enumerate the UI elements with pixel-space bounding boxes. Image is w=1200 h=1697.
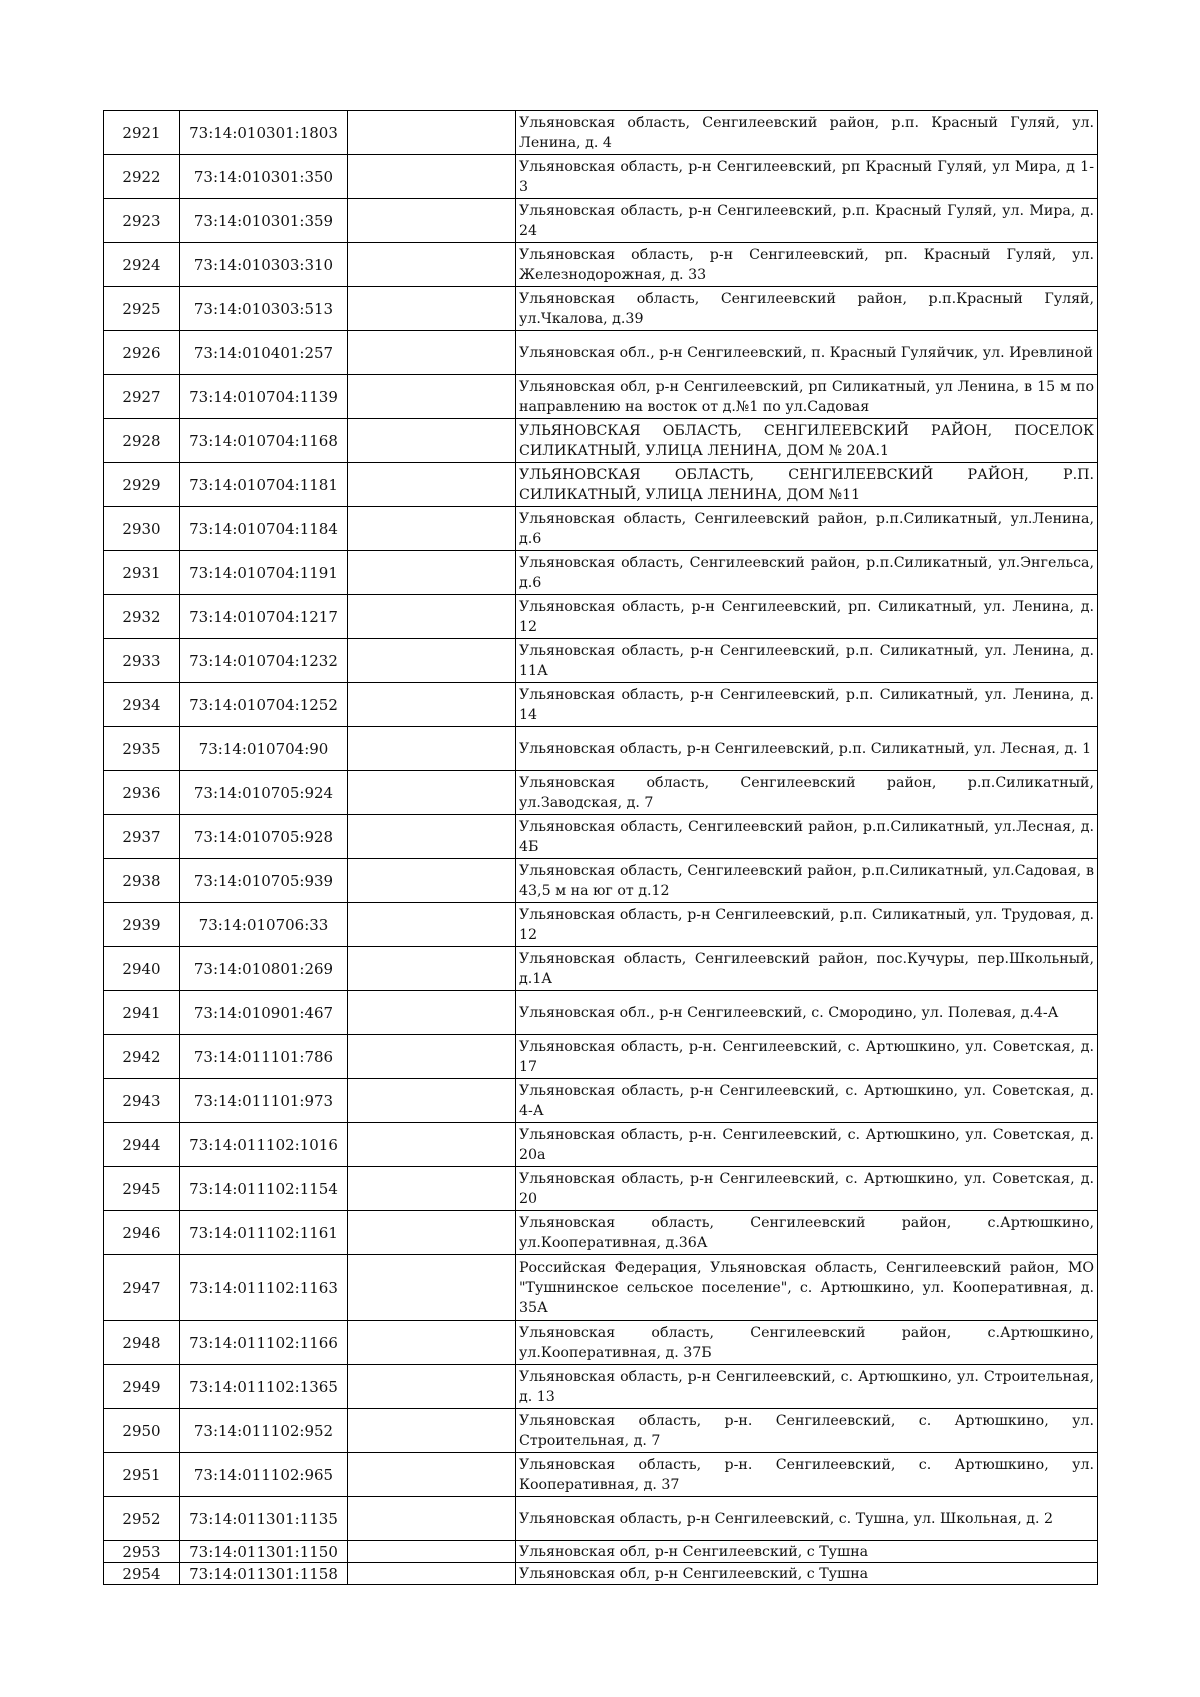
empty-cell bbox=[348, 463, 516, 507]
row-number: 2950 bbox=[104, 1409, 180, 1453]
row-number: 2932 bbox=[104, 595, 180, 639]
address-cell: Ульяновская область, р-н Сенгилеевский, рп. Силикатный, ул. Ленина, д. 12 bbox=[516, 595, 1098, 639]
address-cell: Ульяновская область, р-н Сенгилеевский, с. Артюшкино, ул. Советская, д. 4-А bbox=[516, 1079, 1098, 1123]
table-row bbox=[104, 991, 1098, 1035]
cadastral-number: 73:14:010704:90 bbox=[180, 727, 348, 771]
table-row bbox=[104, 1255, 1098, 1321]
cadastral-number: 73:14:010301:1803 bbox=[180, 111, 348, 155]
address-cell: Ульяновская область, Сенгилеевский район, с.Артюшкино, ул.Кооперативная, д. 37Б bbox=[516, 1321, 1098, 1365]
table-row bbox=[104, 1563, 1098, 1585]
empty-cell bbox=[348, 1497, 516, 1541]
table-row bbox=[104, 463, 1098, 507]
cadastral-number: 73:14:010704:1168 bbox=[180, 419, 348, 463]
address-cell: Ульяновская область, Сенгилеевский район, р.п. Красный Гуляй, ул. Ленина, д. 4 bbox=[516, 111, 1098, 155]
empty-cell bbox=[348, 903, 516, 947]
address-cell: Ульяновская область, р-н Сенгилеевский, р.п. Силикатный, ул. Трудовая, д. 12 bbox=[516, 903, 1098, 947]
row-number: 2930 bbox=[104, 507, 180, 551]
table-row bbox=[104, 551, 1098, 595]
table-row bbox=[104, 507, 1098, 551]
table-row bbox=[104, 1541, 1098, 1563]
address-cell: Ульяновская область, р-н Сенгилеевский, с. Тушна, ул. Школьная, д. 2 bbox=[516, 1497, 1098, 1541]
address-cell: Ульяновская область, р-н Сенгилеевский, с. Артюшкино, ул. Советская, д. 20 bbox=[516, 1167, 1098, 1211]
empty-cell bbox=[348, 155, 516, 199]
table-row bbox=[104, 683, 1098, 727]
row-number: 2926 bbox=[104, 331, 180, 375]
table-row bbox=[104, 1365, 1098, 1409]
row-number: 2934 bbox=[104, 683, 180, 727]
cadastral-number: 73:14:010301:350 bbox=[180, 155, 348, 199]
address-cell: Ульяновская область, р-н Сенгилеевский, рп. Красный Гуляй, ул. Железнодорожная, д. 33 bbox=[516, 243, 1098, 287]
row-number: 2940 bbox=[104, 947, 180, 991]
cadastral-number: 73:14:010704:1252 bbox=[180, 683, 348, 727]
cadastral-number: 73:14:011301:1150 bbox=[180, 1541, 348, 1563]
empty-cell bbox=[348, 1453, 516, 1497]
cadastral-number: 73:14:010705:939 bbox=[180, 859, 348, 903]
address-cell: Ульяновская область, Сенгилеевский район, р.п.Силикатный, ул.Энгельса, д.6 bbox=[516, 551, 1098, 595]
address-cell: Ульяновская область, Сенгилеевский район, р.п.Силикатный, ул.Садовая, в 43,5 м на юг от д.12 bbox=[516, 859, 1098, 903]
address-cell: Ульяновская область, Сенгилеевский район, р.п.Силикатный, ул.Ленина, д.6 bbox=[516, 507, 1098, 551]
row-number: 2948 bbox=[104, 1321, 180, 1365]
cadastral-number: 73:14:011101:973 bbox=[180, 1079, 348, 1123]
cadastral-number: 73:14:010705:928 bbox=[180, 815, 348, 859]
row-number: 2946 bbox=[104, 1211, 180, 1255]
table-row bbox=[104, 1211, 1098, 1255]
cadastral-number: 73:14:011101:786 bbox=[180, 1035, 348, 1079]
row-number: 2937 bbox=[104, 815, 180, 859]
table-row bbox=[104, 639, 1098, 683]
cadastral-number: 73:14:010704:1181 bbox=[180, 463, 348, 507]
cadastral-number: 73:14:010704:1184 bbox=[180, 507, 348, 551]
row-number: 2945 bbox=[104, 1167, 180, 1211]
address-cell: Ульяновская область, р-н Сенгилеевский, с. Артюшкино, ул. Строительная, д. 13 bbox=[516, 1365, 1098, 1409]
row-number: 2939 bbox=[104, 903, 180, 947]
cadastral-number: 73:14:011102:952 bbox=[180, 1409, 348, 1453]
row-number: 2951 bbox=[104, 1453, 180, 1497]
table-row bbox=[104, 771, 1098, 815]
empty-cell bbox=[348, 991, 516, 1035]
address-cell: Ульяновская область, р-н Сенгилеевский, р.п. Силикатный, ул. Ленина, д. 11А bbox=[516, 639, 1098, 683]
table-row bbox=[104, 419, 1098, 463]
cadastral-number: 73:14:010401:257 bbox=[180, 331, 348, 375]
cadastral-number: 73:14:011102:1154 bbox=[180, 1167, 348, 1211]
empty-cell bbox=[348, 199, 516, 243]
empty-cell bbox=[348, 683, 516, 727]
property-table bbox=[103, 110, 1098, 1585]
address-cell: Ульяновская обл, р-н Сенгилеевский, с Тушна bbox=[516, 1541, 1098, 1563]
row-number: 2935 bbox=[104, 727, 180, 771]
table-row bbox=[104, 595, 1098, 639]
row-number: 2944 bbox=[104, 1123, 180, 1167]
address-cell: Ульяновская область, р-н. Сенгилеевский, с. Артюшкино, ул. Строительная, д. 7 bbox=[516, 1409, 1098, 1453]
empty-cell bbox=[348, 1365, 516, 1409]
empty-cell bbox=[348, 1255, 516, 1321]
table-row bbox=[104, 1035, 1098, 1079]
cadastral-number: 73:14:010801:269 bbox=[180, 947, 348, 991]
cadastral-number: 73:14:011102:965 bbox=[180, 1453, 348, 1497]
cadastral-number: 73:14:011102:1365 bbox=[180, 1365, 348, 1409]
row-number: 2954 bbox=[104, 1563, 180, 1585]
table-row bbox=[104, 199, 1098, 243]
empty-cell bbox=[348, 1167, 516, 1211]
table-row bbox=[104, 155, 1098, 199]
row-number: 2929 bbox=[104, 463, 180, 507]
empty-cell bbox=[348, 287, 516, 331]
address-cell: Ульяновская область, р-н. Сенгилеевский, с. Артюшкино, ул. Советская, д. 20а bbox=[516, 1123, 1098, 1167]
address-cell: Ульяновская область, р-н Сенгилеевский, р.п. Силикатный, ул. Ленина, д. 14 bbox=[516, 683, 1098, 727]
address-cell: Ульяновская область, р-н Сенгилеевский, р.п. Красный Гуляй, ул. Мира, д. 24 bbox=[516, 199, 1098, 243]
row-number: 2924 bbox=[104, 243, 180, 287]
table-row bbox=[104, 111, 1098, 155]
row-number: 2938 bbox=[104, 859, 180, 903]
address-cell: Ульяновская обл, р-н Сенгилеевский, рп Силикатный, ул Ленина, в 15 м по направлению на восток от д.№1 по ул.Садовая bbox=[516, 375, 1098, 419]
row-number: 2942 bbox=[104, 1035, 180, 1079]
row-number: 2949 bbox=[104, 1365, 180, 1409]
row-number: 2922 bbox=[104, 155, 180, 199]
row-number: 2943 bbox=[104, 1079, 180, 1123]
address-cell: Ульяновская область, Сенгилеевский район, с.Артюшкино, ул.Кооперативная, д.36А bbox=[516, 1211, 1098, 1255]
cadastral-number: 73:14:010301:359 bbox=[180, 199, 348, 243]
empty-cell bbox=[348, 551, 516, 595]
empty-cell bbox=[348, 1321, 516, 1365]
address-cell: Ульяновская область, Сенгилеевский район, пос.Кучуры, пер.Школьный, д.1А bbox=[516, 947, 1098, 991]
empty-cell bbox=[348, 947, 516, 991]
empty-cell bbox=[348, 507, 516, 551]
table-row bbox=[104, 1123, 1098, 1167]
address-cell: Ульяновская обл., р-н Сенгилеевский, п. Красный Гуляйчик, ул. Иревлиной bbox=[516, 331, 1098, 375]
address-cell: Ульяновская область, р-н. Сенгилеевский, с. Артюшкино, ул. Советская, д. 17 bbox=[516, 1035, 1098, 1079]
row-number: 2941 bbox=[104, 991, 180, 1035]
address-cell: Российская Федерация, Ульяновская область, Сенгилеевский район, МО "Тушнинское сельское поселение", с. Артюшкино, ул. Кооперативная, д. 35А bbox=[516, 1255, 1098, 1321]
empty-cell bbox=[348, 419, 516, 463]
row-number: 2923 bbox=[104, 199, 180, 243]
table-body bbox=[104, 111, 1098, 1585]
table-row bbox=[104, 947, 1098, 991]
empty-cell bbox=[348, 595, 516, 639]
table-row bbox=[104, 815, 1098, 859]
cadastral-number: 73:14:010303:513 bbox=[180, 287, 348, 331]
row-number: 2931 bbox=[104, 551, 180, 595]
table-row bbox=[104, 1453, 1098, 1497]
cadastral-number: 73:14:010901:467 bbox=[180, 991, 348, 1035]
cadastral-number: 73:14:011301:1158 bbox=[180, 1563, 348, 1585]
empty-cell bbox=[348, 243, 516, 287]
address-cell: Ульяновская область, р-н. Сенгилеевский, с. Артюшкино, ул. Кооперативная, д. 37 bbox=[516, 1453, 1098, 1497]
empty-cell bbox=[348, 375, 516, 419]
address-cell: УЛЬЯНОВСКАЯ ОБЛАСТЬ, СЕНГИЛЕЕВСКИЙ РАЙОН, ПОСЕЛОК СИЛИКАТНЫЙ, УЛИЦА ЛЕНИНА, ДОМ № 20А.1 bbox=[516, 419, 1098, 463]
cadastral-number: 73:14:011102:1161 bbox=[180, 1211, 348, 1255]
empty-cell bbox=[348, 859, 516, 903]
row-number: 2927 bbox=[104, 375, 180, 419]
row-number: 2953 bbox=[104, 1541, 180, 1563]
empty-cell bbox=[348, 1123, 516, 1167]
address-cell: УЛЬЯНОВСКАЯ ОБЛАСТЬ, СЕНГИЛЕЕВСКИЙ РАЙОН, Р.П. СИЛИКАТНЫЙ, УЛИЦА ЛЕНИНА, ДОМ №11 bbox=[516, 463, 1098, 507]
cadastral-number: 73:14:011102:1016 bbox=[180, 1123, 348, 1167]
row-number: 2925 bbox=[104, 287, 180, 331]
address-cell: Ульяновская область, Сенгилеевский район, р.п.Силикатный, ул.Лесная, д. 4Б bbox=[516, 815, 1098, 859]
empty-cell bbox=[348, 1211, 516, 1255]
empty-cell bbox=[348, 727, 516, 771]
address-cell: Ульяновская обл, р-н Сенгилеевский, с Тушна bbox=[516, 1563, 1098, 1585]
table-row bbox=[104, 1167, 1098, 1211]
row-number: 2936 bbox=[104, 771, 180, 815]
row-number: 2921 bbox=[104, 111, 180, 155]
table-row bbox=[104, 331, 1098, 375]
cadastral-number: 73:14:010303:310 bbox=[180, 243, 348, 287]
address-cell: Ульяновская область, Сенгилеевский район, р.п.Силикатный, ул.Заводская, д. 7 bbox=[516, 771, 1098, 815]
empty-cell bbox=[348, 771, 516, 815]
empty-cell bbox=[348, 815, 516, 859]
cadastral-number: 73:14:010704:1139 bbox=[180, 375, 348, 419]
table-row bbox=[104, 727, 1098, 771]
empty-cell bbox=[348, 1541, 516, 1563]
address-cell: Ульяновская область, р-н Сенгилеевский, рп Красный Гуляй, ул Мира, д 1-3 bbox=[516, 155, 1098, 199]
cadastral-number: 73:14:010704:1217 bbox=[180, 595, 348, 639]
table-row bbox=[104, 375, 1098, 419]
cadastral-number: 73:14:011301:1135 bbox=[180, 1497, 348, 1541]
table-row bbox=[104, 1497, 1098, 1541]
empty-cell bbox=[348, 1079, 516, 1123]
row-number: 2952 bbox=[104, 1497, 180, 1541]
cadastral-number: 73:14:010705:924 bbox=[180, 771, 348, 815]
empty-cell bbox=[348, 331, 516, 375]
cadastral-number: 73:14:011102:1163 bbox=[180, 1255, 348, 1321]
empty-cell bbox=[348, 1563, 516, 1585]
row-number: 2928 bbox=[104, 419, 180, 463]
address-cell: Ульяновская область, Сенгилеевский район, р.п.Красный Гуляй, ул.Чкалова, д.39 bbox=[516, 287, 1098, 331]
table-row bbox=[104, 859, 1098, 903]
cadastral-number: 73:14:010706:33 bbox=[180, 903, 348, 947]
table-row bbox=[104, 243, 1098, 287]
table-row bbox=[104, 1079, 1098, 1123]
table-row bbox=[104, 1409, 1098, 1453]
table-row bbox=[104, 287, 1098, 331]
empty-cell bbox=[348, 639, 516, 683]
address-cell: Ульяновская обл., р-н Сенгилеевский, с. Смородино, ул. Полевая, д.4-А bbox=[516, 991, 1098, 1035]
empty-cell bbox=[348, 1409, 516, 1453]
address-cell: Ульяновская область, р-н Сенгилеевский, р.п. Силикатный, ул. Лесная, д. 1 bbox=[516, 727, 1098, 771]
cadastral-number: 73:14:011102:1166 bbox=[180, 1321, 348, 1365]
table-row bbox=[104, 903, 1098, 947]
table-row bbox=[104, 1321, 1098, 1365]
row-number: 2933 bbox=[104, 639, 180, 683]
row-number: 2947 bbox=[104, 1255, 180, 1321]
empty-cell bbox=[348, 1035, 516, 1079]
cadastral-number: 73:14:010704:1232 bbox=[180, 639, 348, 683]
empty-cell bbox=[348, 111, 516, 155]
cadastral-number: 73:14:010704:1191 bbox=[180, 551, 348, 595]
